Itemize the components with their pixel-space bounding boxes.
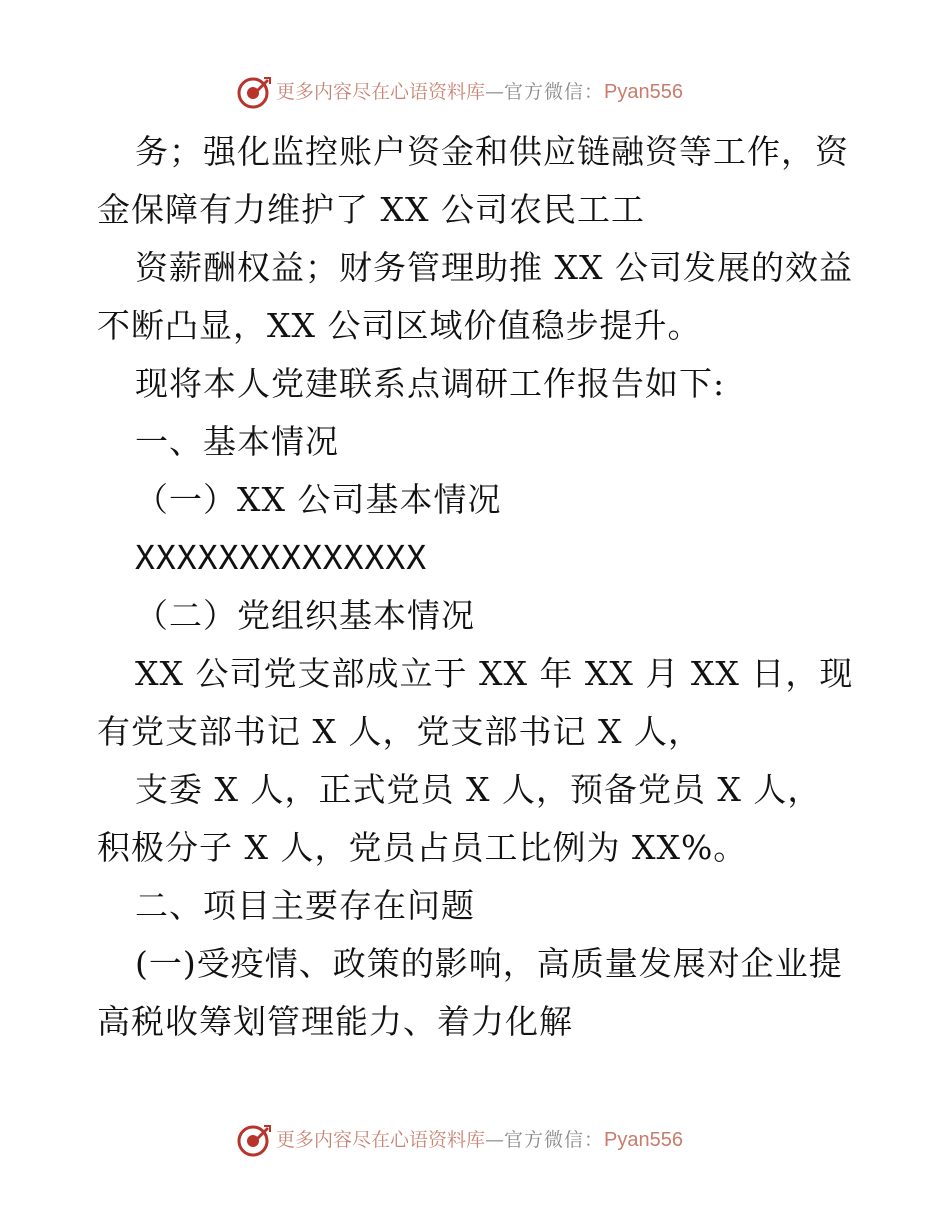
subsection-heading: （一）XX 公司基本情况 [135, 480, 502, 519]
banner-wechat-id: Pyan556 [604, 81, 683, 103]
banner-main-text: 更多内容尽在心语资料库 [276, 80, 486, 103]
banner-dash: — [485, 80, 505, 103]
body-line: 支委 X 人，正式党员 X 人，预备党员 X 人， [135, 770, 822, 809]
body-line: 现将本人党建联系点调研工作报告如下: [135, 364, 726, 403]
subsection-heading: （二）党组织基本情况 [135, 596, 475, 635]
body-line: 务；强化监控账户资金和供应链融资等工作，资 [135, 132, 849, 171]
body-line: 金保障有力维护了 XX 公司农民工工 [97, 190, 645, 229]
section-heading: 二、项目主要存在问题 [135, 886, 475, 925]
body-line: XX 公司党支部成立于 XX 年 XX 月 XX 日，现 [135, 654, 854, 693]
banner-dash: — [485, 1128, 505, 1151]
banner-wechat-label: 官方微信： [504, 80, 605, 103]
banner-wechat-label: 官方微信： [504, 1128, 605, 1151]
body-line: 资薪酬权益；财务管理助推 XX 公司发展的效益 [135, 248, 853, 287]
footer-banner [236, 1120, 716, 1160]
seal-logo-icon [236, 74, 272, 110]
body-line: 积极分子 X 人，党员占员工比例为 XX%。 [97, 828, 748, 867]
section-heading: 一、基本情况 [135, 422, 339, 461]
banner-main-text: 更多内容尽在心语资料库 [276, 1128, 486, 1151]
body-line: 有党支部书记 X 人，党支部书记 X 人， [97, 712, 702, 751]
document-body [97, 123, 867, 1051]
body-line: 不断凸显，XX 公司区域价值稳步提升。 [97, 306, 702, 345]
banner-wechat-id: Pyan556 [604, 1129, 683, 1151]
body-line: 高税收筹划管理能力、着力化解 [97, 1002, 573, 1041]
seal-logo-icon [236, 1122, 272, 1158]
subsection-heading: (一)受疫情、政策的影响，高质量发展对企业提 [135, 944, 843, 983]
body-line: XXXXXXXXXXXXXX [135, 538, 428, 577]
header-banner [236, 72, 716, 112]
